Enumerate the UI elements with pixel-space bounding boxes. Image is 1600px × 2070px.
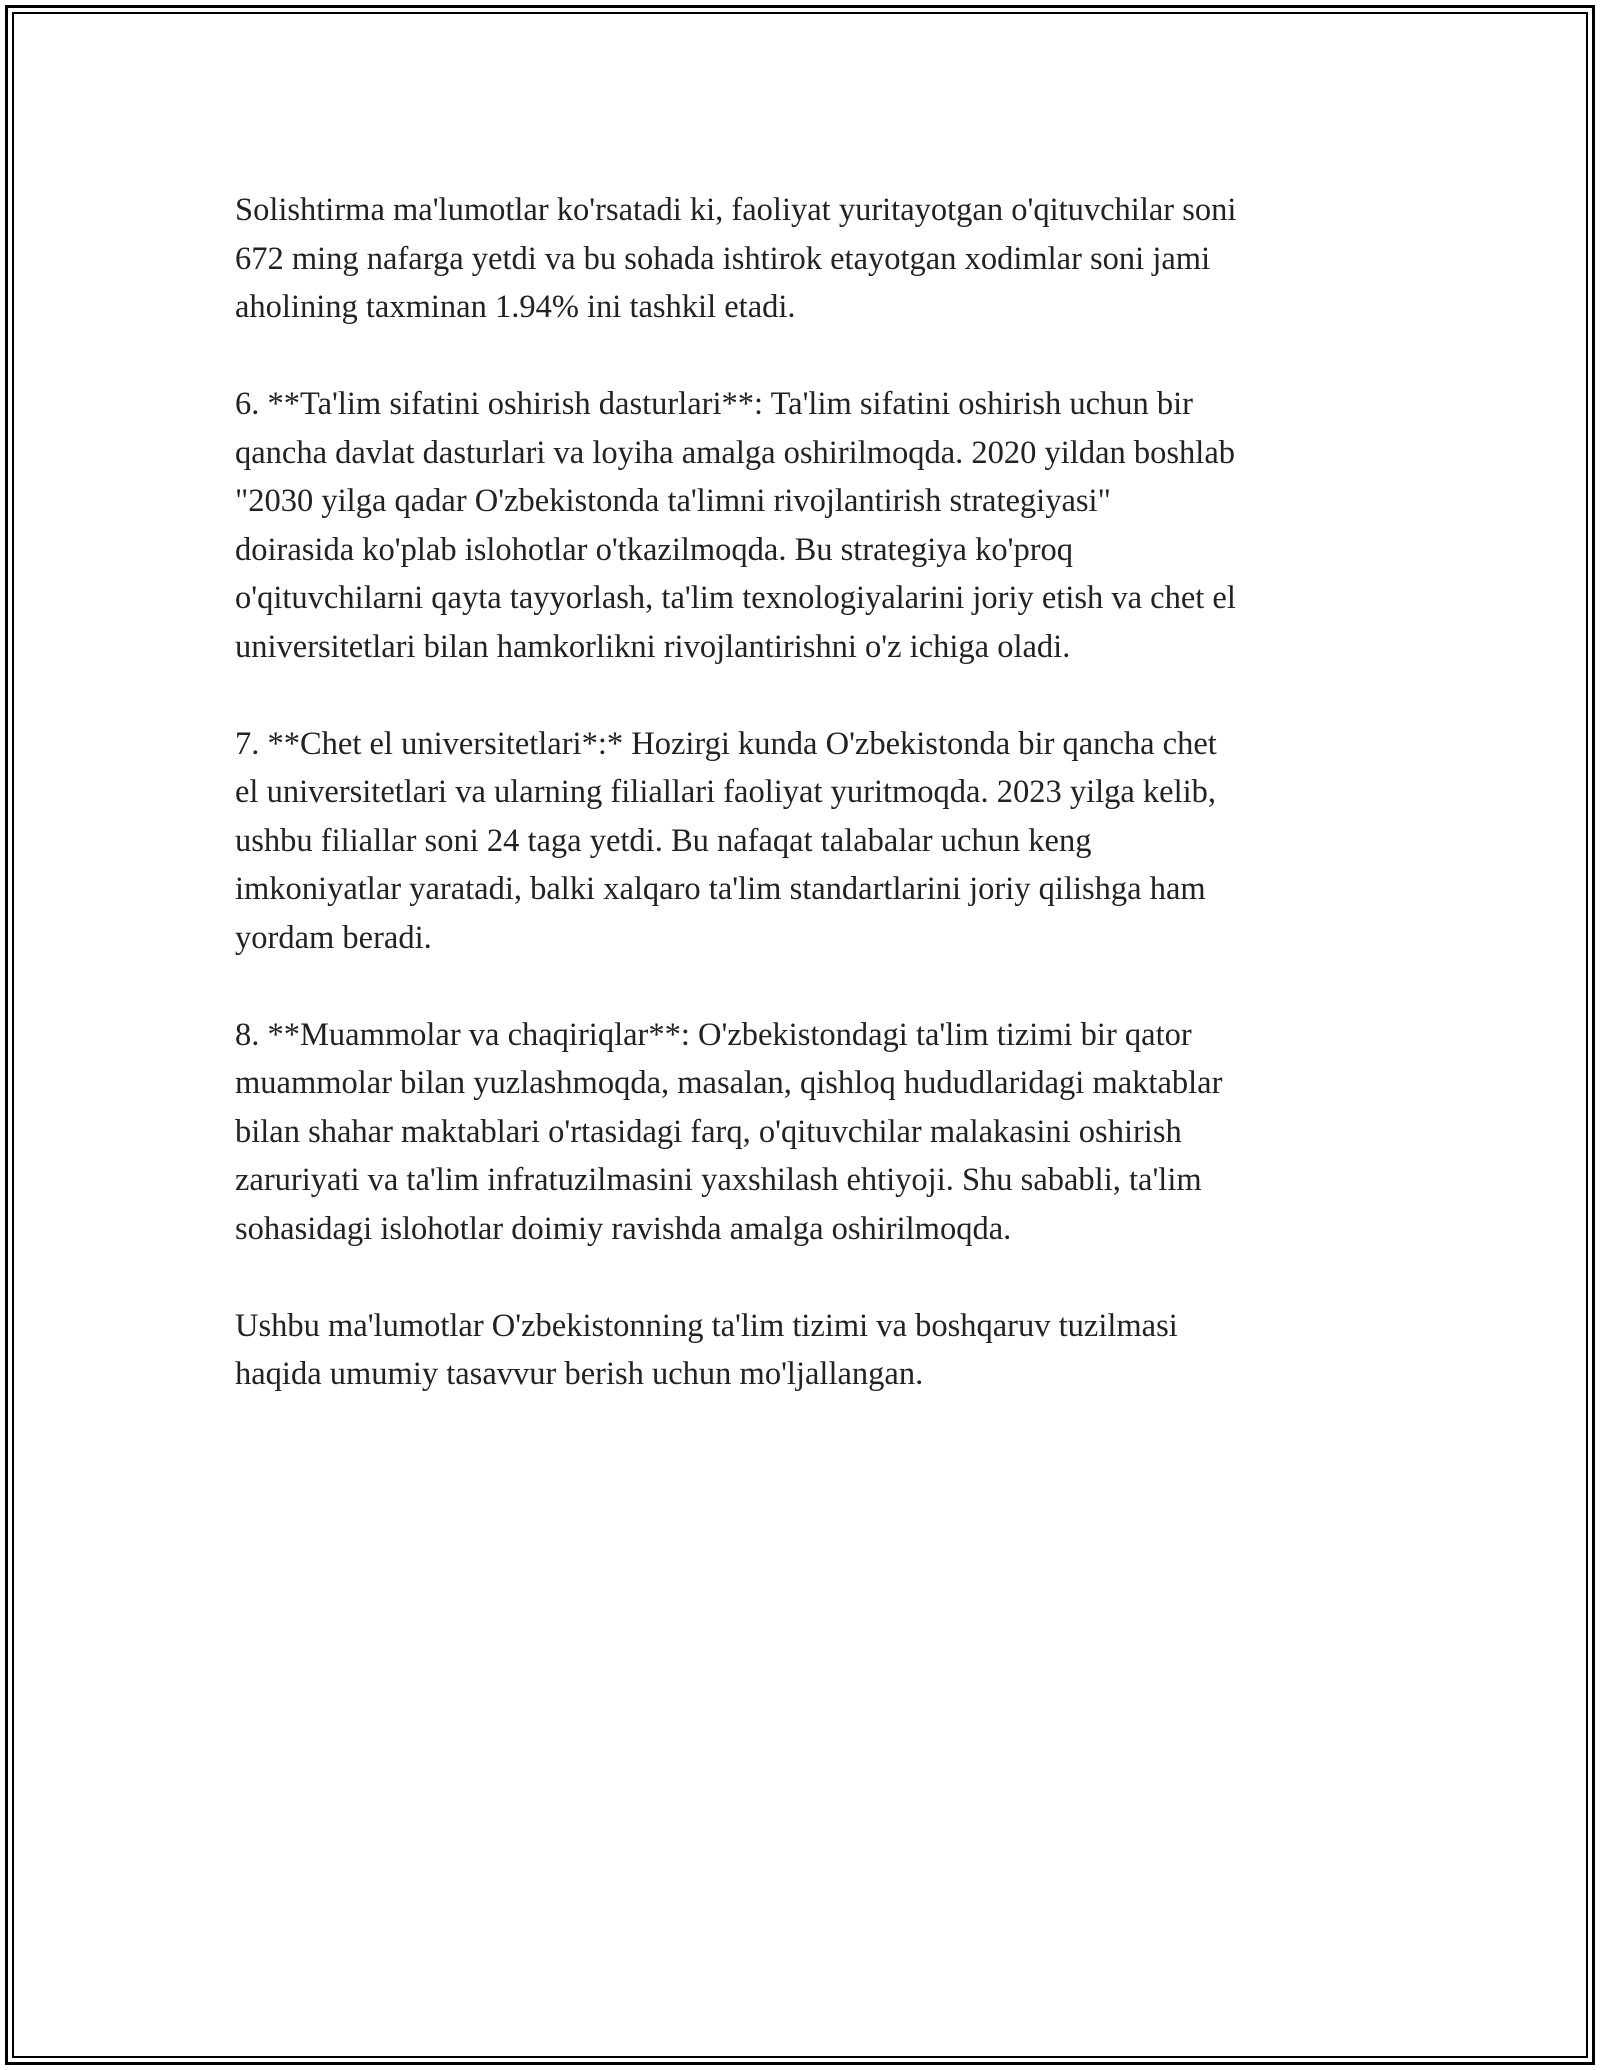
paragraph-conclusion: Ushbu ma'lumotlar O'zbekistonning ta'lim tizimi va boshqaruv tuzilmasi haqida umumiy tasavvur berish uchun mo'ljallangan.: [235, 1307, 1178, 1392]
paragraph-statistics: Solishtirma ma'lumotlar ko'rsatadi ki, faoliyat yuritayotgan o'qituvchilar soni 672 ming nafarga yetdi va bu sohada ishtirok etayotgan xodimlar soni jami aholining taxminan 1.94% ini tashkil etadi.: [235, 192, 1237, 325]
document-body: [235, 186, 1375, 1399]
paragraph-quality-programs: 6. **Ta'lim sifatini oshirish dasturlari**: Ta'lim sifatini oshirish uchun bir qancha davlat dasturlari va loyiha amalga oshirilmoqda. 2020 yildan boshlab "2030 yilga qadar O'zbekistonda ta'limni rivojlantirish strategiyasi" doirasida ko'plab islohotlar o'tkazilmoqda. Bu strategiya ko'proq o'qituvchilarni qayta tayyorlash, ta'lim texnologiyalarini joriy etish va chet el universitetlari bilan hamkorlikni rivojlantirishni o'z ichiga oladi.: [235, 386, 1236, 665]
paragraph-foreign-universities: 7. **Chet el universitetlari*:* Hozirgi kunda O'zbekistonda bir qancha chet el universitetlari va ularning filiallari faoliyat yuritmoqda. 2023 yilga kelib, ushbu filiallar soni 24 taga yetdi. Bu nafaqat talabalar uchun keng imkoniyatlar yaratadi, balki xalqaro ta'lim standartlarini joriy qilishga ham yordam beradi.: [235, 725, 1217, 956]
paragraph-problems-challenges: 8. **Muammolar va chaqiriqlar**: O'zbekistondagi ta'lim tizimi bir qator muammolar bilan yuzlashmoqda, masalan, qishloq hududlaridagi maktablar bilan shahar maktablari o'rtasidagi farq, o'qituvchilar malakasini oshirish zaruriyati va ta'lim infratuzilmasini yaxshilash ehtiyoji. Shu sababli, ta'lim sohasidagi islohotlar doimiy ravishda amalga oshirilmoqda.: [235, 1016, 1223, 1247]
